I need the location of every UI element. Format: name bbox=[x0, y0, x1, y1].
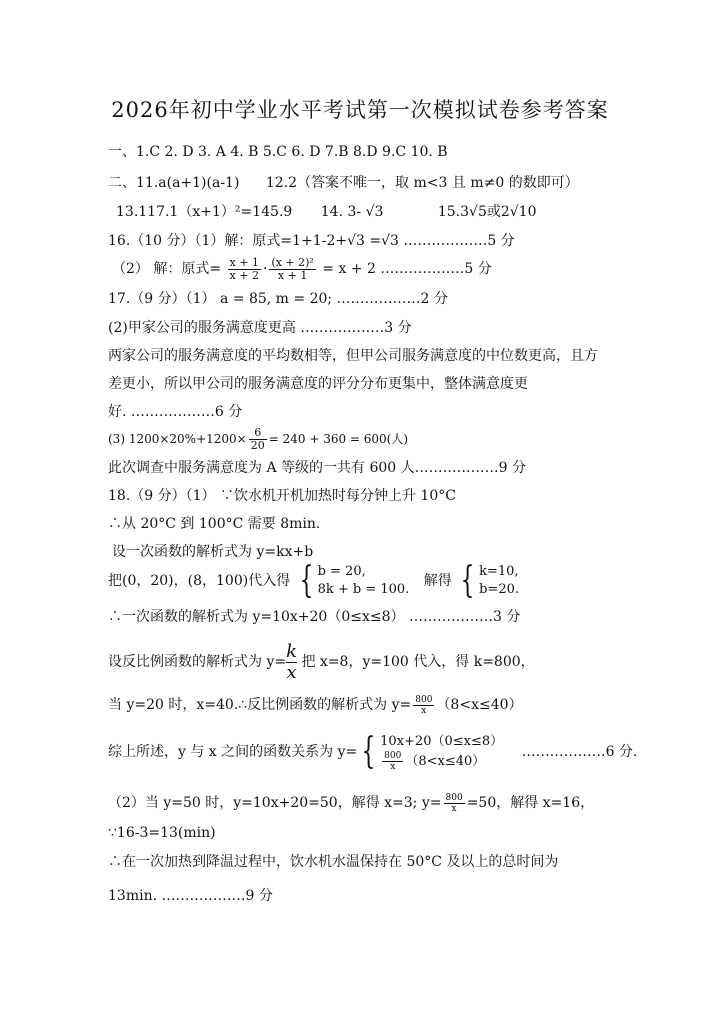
page-title: 2026年初中学业水平考试第一次模拟试卷参考答案 bbox=[111, 98, 609, 122]
q18-conclusion-line2: 13min. ………………9 分 bbox=[108, 888, 273, 904]
section-1-answers: 一、1.C 2. D 3. A 4. B 5.C 6. D 7.B 8.D 9.C 10. B bbox=[108, 144, 448, 160]
q17-part3-expr: (3) 1200×20%+1200× bbox=[108, 432, 247, 446]
q18-inverse-result-label: 当 y=20 时，x=40.∴反比例函数的解析式为 y= bbox=[108, 697, 412, 713]
q18-solve-label: 解得 bbox=[423, 573, 452, 589]
q18-linear-setup: 设一次函数的解析式为 y=kx+b bbox=[112, 544, 314, 560]
fraction-6-over-20: $\frac{6}{20}$ bbox=[250, 426, 265, 452]
q18-system-line bbox=[108, 561, 519, 601]
q16-part2-result: = x + 2 ………………5 分 bbox=[322, 261, 492, 277]
fraction-800-over-x: $\frac{800}{x}$ bbox=[384, 750, 402, 772]
q18-inverse-label: 设反比例函数的解析式为 y= bbox=[108, 654, 287, 670]
left-brace-icon: { bbox=[361, 731, 376, 772]
q18-part1-given: 18.（9 分）（1） ∵饮水机开机加热时每分钟上升 10°C bbox=[108, 488, 456, 504]
q18-duration-calc: ∵16-3=13(min) bbox=[108, 825, 216, 841]
q15-answer: 15.3√5或2√10 bbox=[437, 204, 537, 220]
q11-12-line bbox=[108, 173, 579, 193]
q12-answer: 12.2（答案不唯一，取 m<3 且 m≠0 的数即可） bbox=[265, 175, 579, 191]
q17-reason-line1: 两家公司的服务满意度的平均数相等，但甲公司服务满意度的中位数更高，且方 bbox=[108, 348, 598, 364]
q17-conclusion: 此次调查中服务满意度为 A 等级的一共有 600 人………………9 分 bbox=[108, 460, 526, 476]
q17-part2: (2)甲家公司的服务满意度更高 ………………3 分 bbox=[108, 320, 412, 336]
q18-piecewise-line bbox=[108, 728, 637, 776]
q11-answer: 二、11.a(a+1)(a-1) bbox=[108, 175, 240, 191]
q16-part2-label: （2） 解：原式= bbox=[112, 261, 222, 277]
q13-15-line bbox=[116, 202, 537, 222]
equation-system-1: b = 20, 8k + b = 100. bbox=[317, 564, 410, 597]
q18-inverse-result bbox=[108, 690, 523, 720]
q16-part2: （2） 解：原式= $\frac{x + 1}{x + 2}$ · $\frac{\text{(x + 2)²}}{x + 1}$ = x + 2 ………………5 分 bbox=[112, 255, 492, 282]
fraction-800-over-x: $\frac{800}{x}$ bbox=[415, 694, 433, 716]
q17-part3 bbox=[108, 425, 408, 453]
fraction-k-over-x: $\frac{k}{x}$ bbox=[286, 640, 298, 683]
q18-conclusion-line1: ∴在一次加热到降温过程中，饮水机水温保持在 50°C 及以上的总时间为 bbox=[108, 854, 559, 870]
q18-inverse-setup bbox=[108, 640, 535, 684]
q17-part3-result: = 240 + 360 = 600(人) bbox=[268, 432, 409, 446]
piecewise-function: 10x+20（0≤x≤8） $\frac{800}{x}$ （8<x≤40） bbox=[380, 733, 504, 772]
left-brace-icon: { bbox=[460, 560, 475, 601]
q18-part2 bbox=[108, 788, 594, 818]
q18-summary-label: 综上所述，y 与 x 之间的函数关系为 y= bbox=[108, 744, 358, 760]
fraction-square-over-x1: $\frac{\text{(x + 2)²}}{x + 1}$ bbox=[271, 255, 314, 282]
equation-system-2: k=10, b=20. bbox=[479, 564, 519, 597]
q17-part1: 17.（9 分）（1） a = 85, m = 20; ………………2 分 bbox=[108, 291, 448, 307]
q18-time-needed: ∴从 20°C 到 100°C 需要 8min. bbox=[108, 516, 321, 532]
q18-inverse-substitute: 把 x=8，y=100 代入，得 k=800， bbox=[297, 654, 535, 670]
left-brace-icon: { bbox=[299, 560, 313, 601]
q18-inverse-domain: （8<x≤40） bbox=[436, 697, 523, 713]
q18-part2-result: =50，解得 x=16， bbox=[466, 795, 595, 811]
fraction-800-over-x: $\frac{800}{x}$ bbox=[445, 792, 463, 814]
q13-answer: 13.117.1（x+1）²=145.9 bbox=[116, 204, 293, 220]
q18-linear-result: ∴一次函数的解析式为 y=10x+20（0≤x≤8） ………………3 分 bbox=[108, 609, 521, 625]
q17-reason-line2: 差更小，所以甲公司的服务满意度的评分分布更集中，整体满意度更 bbox=[108, 376, 528, 392]
q14-answer: 14. 3- √3 bbox=[320, 204, 384, 220]
q16-part1: 16.（10 分）（1）解：原式=1+1-2+√3 =√3 ………………5 分 bbox=[108, 233, 515, 249]
q18-part2-label: （2）当 y=50 时，y=10x+20=50，解得 x=3; y= bbox=[108, 795, 442, 811]
fraction-x1-over-x2: $\frac{x + 1}{x + 2}$ bbox=[229, 255, 259, 282]
q18-substitute-label: 把(0，20)，(8，100)代入得 bbox=[108, 573, 291, 589]
q17-reason-line3: 好. ………………6 分 bbox=[108, 404, 243, 420]
q18-part1-score: ………………6 分. bbox=[521, 744, 638, 760]
